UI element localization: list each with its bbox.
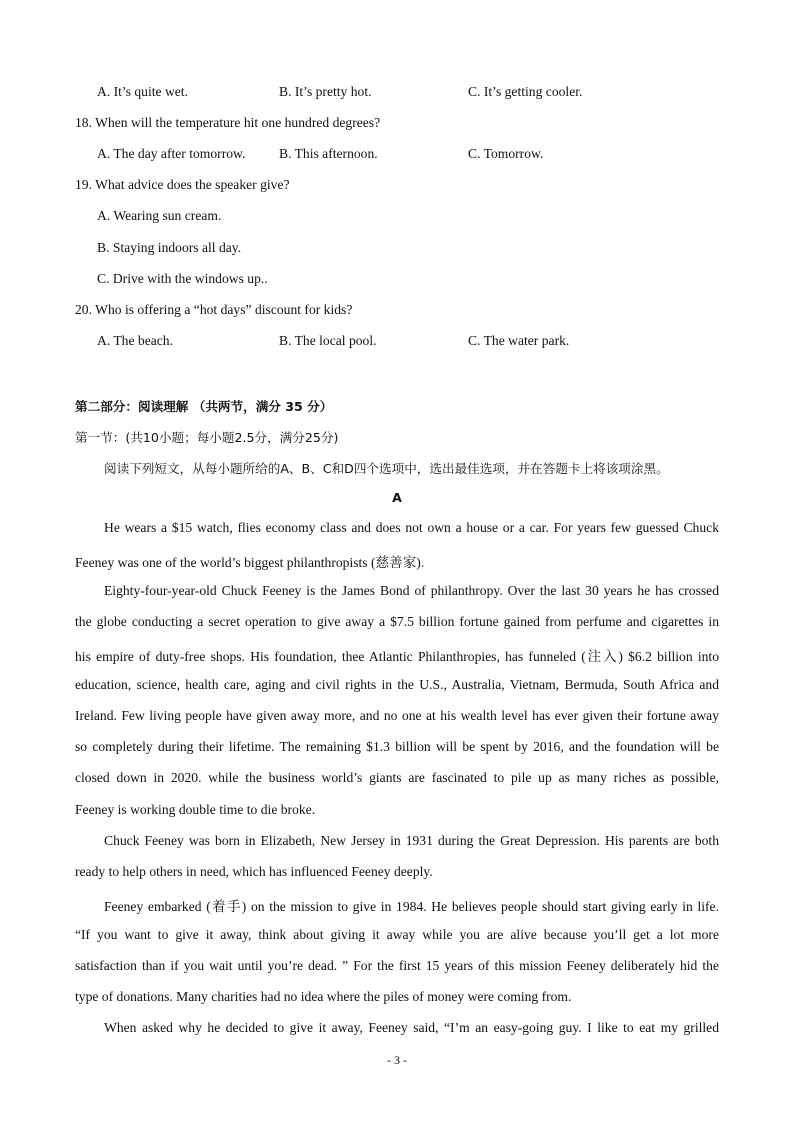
passage-line: When asked why he decided to give it away, Feeney said, “I’m an easy-going guy. I like to eat my grilled [104, 1020, 719, 1035]
reading-instruction: 阅读下列短文，从每小题所给的A、B、C和D四个选项中，选出最佳选项，并在答题卡上将该项涂黑。 [104, 461, 669, 476]
q17-option-b: B. It’s pretty hot. [279, 84, 372, 99]
passage-line: Eighty-four-year-old Chuck Feeney is the James Bond of philanthropy. Over the last 30 years he has crossed [104, 583, 719, 598]
passage-line: satisfaction than if you wait until you’re dead. ” For the first 15 years of this mission Feeney deliberately hid the [75, 958, 719, 973]
passage-line: “If you want to give it away, think about giving it away while you are alive because you’ll get a lot more [75, 927, 719, 942]
passage-line: Ireland. Few living people have given away more, and no one at his wealth level has ever given their fortune away [75, 708, 719, 723]
q18-option-b: B. This afternoon. [279, 146, 378, 161]
q17-option-a: A. It’s quite wet. [97, 84, 188, 99]
passage-line: ready to help others in need, which has influenced Feeney deeply. [75, 864, 433, 879]
passage-line: closed down in 2020. while the business world’s giants are fascinated to pile up as many riches as possible, [75, 770, 719, 785]
q19-option-a: A. Wearing sun cream. [97, 208, 222, 223]
q20-option-b: B. The local pool. [279, 333, 377, 348]
q19-option-b: B. Staying indoors all day. [97, 240, 242, 255]
passage-line: He wears a $15 watch, flies economy class and does not own a house or a car. For years few guessed Chuck [104, 520, 719, 535]
q20-option-c: C. The water park. [468, 333, 570, 348]
passage-label: A [392, 490, 402, 505]
passage-line: Feeney was one of the world’s biggest philanthropists (慈善家). [75, 555, 425, 570]
passage-line: Chuck Feeney was born in Elizabeth, New Jersey in 1931 during the Great Depression. His parents are both [104, 833, 719, 848]
q20-option-a: A. The beach. [97, 333, 173, 348]
passage-line: education, science, health care, aging and civil rights in the U.S., Australia, Vietnam, Bermuda, South Africa and [75, 677, 719, 692]
q19-option-c: C. Drive with the windows up.. [97, 271, 268, 286]
passage-line: Feeney embarked (着手) on the mission to give in 1984. He believes people should start giving early in life. [104, 899, 719, 914]
part2-heading: 第二部分：阅读理解 （共两节，满分 35 分） [75, 399, 333, 414]
passage-line: so completely during their lifetime. The remaining $1.3 billion will be spent by 2016, and the foundation will be [75, 739, 719, 754]
q17-option-c: C. It’s getting cooler. [468, 84, 583, 99]
q19-stem: 19. What advice does the speaker give? [75, 177, 290, 192]
passage-line: Feeney is working double time to die broke. [75, 802, 316, 817]
q18-option-a: A. The day after tomorrow. [97, 146, 246, 161]
passage-line: his empire of duty-free shops. His foundation, thee Atlantic Philanthropies, has funneled (注入) $6.2 billion into [75, 649, 719, 664]
q18-stem: 18. When will the temperature hit one hundred degrees? [75, 115, 381, 130]
q18-option-c: C. Tomorrow. [468, 146, 544, 161]
passage-line: type of donations. Many charities had no idea where the piles of money were coming from. [75, 989, 572, 1004]
q20-stem: 20. Who is offering a “hot days” discount for kids? [75, 302, 353, 317]
section1-heading: 第一节：(共10小题；每小题2.5分，满分25分) [75, 430, 339, 445]
page-number: - 3 - [387, 1053, 407, 1067]
passage-line: the globe conducting a secret operation to give away a $7.5 billion fortune gained from perfume and cigarettes in [75, 614, 719, 629]
